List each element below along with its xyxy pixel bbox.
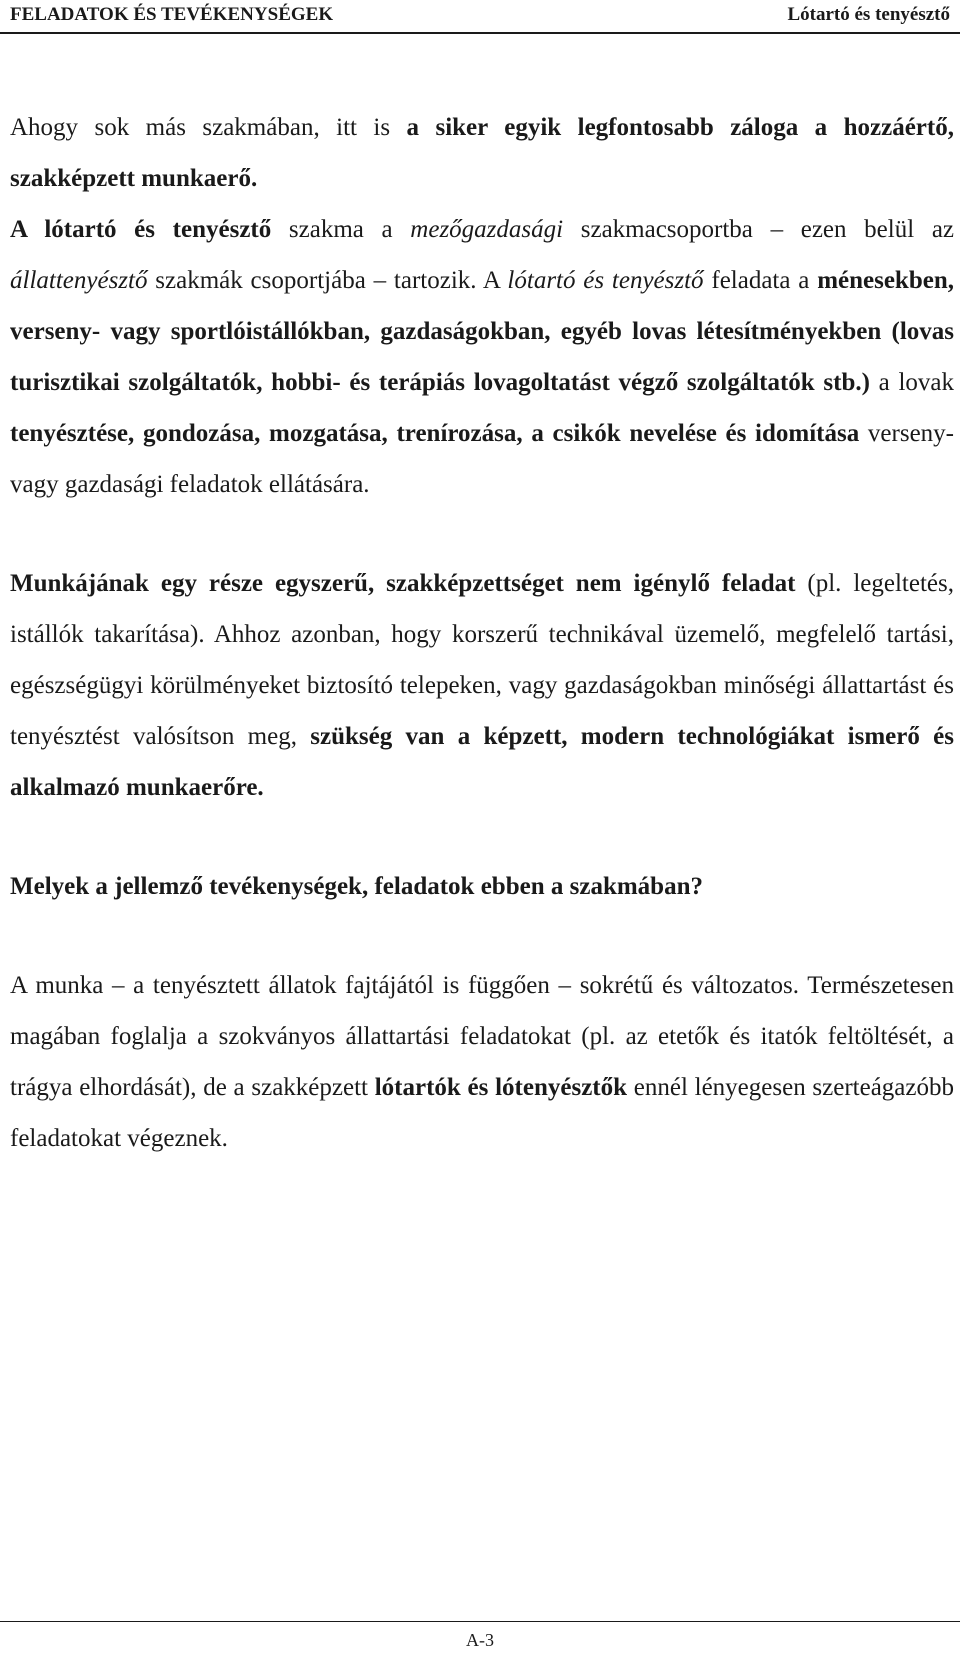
text-run-bold: Melyek a jellemző tevékenységek, feladatok ebben a szakmában? xyxy=(10,873,703,900)
text-run-italic: állattenyésztő xyxy=(10,267,148,294)
paragraph-work-tasks xyxy=(10,558,954,813)
paragraph-intro xyxy=(10,102,954,204)
page-number: A-3 xyxy=(466,1630,494,1650)
text-run-bold: ménesekben, verseny- vagy sportlóistállókban, gazdaságokban, egyéb lovas létesítményekben (lovas turisztikai szolgáltatók, hobbi- és terápiás lovagoltatást végző szolgáltatók stb.) xyxy=(10,267,954,396)
text-run-bold: tenyésztése, gondozása, mozgatása, trenírozása, a csikók nevelése és idomítása xyxy=(10,420,860,447)
text-run-normal: szakmacsoportba – ezen belül az xyxy=(563,216,955,243)
paragraph-spacer xyxy=(10,912,954,960)
text-run-normal: szakmák csoportjába – tartozik. A xyxy=(147,267,508,294)
text-run-normal: verseny- vagy gazdasági feladatok ellátására. xyxy=(10,420,955,498)
header-divider xyxy=(0,32,960,34)
text-run-normal: szakma a xyxy=(271,216,411,243)
text-run-bold: lótartók és lótenyésztők xyxy=(374,1074,628,1101)
section-heading xyxy=(10,861,954,912)
text-run-italic: mezőgazdasági xyxy=(410,216,564,243)
text-run-normal: a lovak xyxy=(869,369,955,396)
header-section-title: FELADATOK ÉS TEVÉKENYSÉGEK xyxy=(10,4,334,25)
document-body xyxy=(10,102,954,1164)
text-run-bold: a siker egyik legfontosabb záloga a hozzáértő, szakképzett munkaerő. xyxy=(10,114,954,192)
page-header xyxy=(0,0,960,32)
text-run-normal: Ahogy sok más szakmában, itt is xyxy=(10,114,407,141)
text-run-bold: Munkájának egy része egyszerű, szakképzettséget nem igénylő feladat xyxy=(10,570,796,597)
text-run-normal: feladata a xyxy=(703,267,818,294)
text-run-italic: lótartó és tenyésztő xyxy=(507,267,704,294)
paragraph-spacer xyxy=(10,813,954,861)
footer-divider xyxy=(0,1621,960,1622)
text-run-normal: (pl. legeltetés, istállók takarítása). Ahhoz azonban, hogy korszerű technikával üzemelő, megfelelő tartási, egészségügyi körülményeket biztosító telepeken, vagy gazdaságokban minőségi állattartást és tenyésztést valósítson meg, xyxy=(10,570,954,750)
text-run-normal: ennél lényegesen szerteágazóbb feladatokat végeznek. xyxy=(10,1074,954,1152)
header-document-title: Lótartó és tenyésztő xyxy=(787,4,950,25)
paragraph-profession xyxy=(10,204,954,510)
paragraph-spacer xyxy=(10,510,954,558)
text-run-bold: szükség van a képzett, modern technológiákat ismerő és alkalmazó munkaerőre. xyxy=(10,723,954,801)
text-run-normal: A munka – a tenyésztett állatok fajtájától is függően – sokrétű és változatos. Természetesen magában foglalja a szokványos állattartási feladatokat (pl. az etetők és itatók feltöltését, a trágya elhordását), de a szakképzett xyxy=(10,972,954,1101)
text-run-bold: A lótartó és tenyésztő xyxy=(10,216,272,243)
paragraph-activities xyxy=(10,960,954,1164)
